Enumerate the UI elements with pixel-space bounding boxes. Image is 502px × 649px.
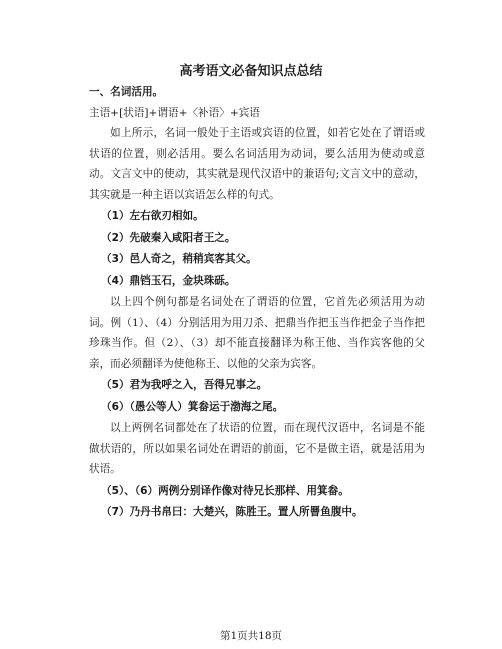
page-number: 第1页共18页 bbox=[219, 630, 283, 642]
example-6: （6）（愚公等人）箕畚运于渤海之尾。 bbox=[101, 400, 284, 413]
example-7: （7）乃丹书帛曰：大楚兴，陈胜王。置人所罾鱼腹中。 bbox=[101, 506, 363, 518]
paragraph-1: 如上所示，名词一般处于主语或宾语的位置，如若它处在了谓语或状语的位置，则必活用。要么名词活用为动词，要么活用为使动或意动。文言文中的使动，其实就是现代汉语中的兼语句;文言文中的意动，其实就是一种主语以宾语怎么样的句式。 bbox=[89, 127, 425, 201]
paragraph-3: 以上两例名词都处在了状语的位置，而在现代汉语中，名词是不能做状语的，所以如果名词处在谓语的前面，它不是做主语，就是活用为状语。 bbox=[89, 422, 425, 475]
example-2: （2）先破秦入咸阳者王之。 bbox=[101, 231, 236, 244]
example-translation: （5）、（6）两例分别译作像对待兄长那样、用箕畚。 bbox=[101, 484, 349, 497]
example-5: （5）君为我呼之入，吾得兄事之。 bbox=[101, 379, 268, 391]
example-4: （4）鼎铛玉石，金块珠砾。 bbox=[101, 274, 236, 287]
example-3: （3）邑人奇之，稍稍宾客其父。 bbox=[101, 253, 257, 265]
section-heading: 一、名词活用。 bbox=[89, 86, 164, 98]
paragraph-2: 以上四个例句都是名词处在了谓语的位置，它首先必须活用为动词。例（1）、（4）分别活用为用刀杀、把鼎当作把玉当作把金子当作把珍珠当作。但（2）、（3）却不能直接翻译为称王他、当作宾客他的父亲，而必须翻译为使他称王、以他的父亲为宾客。 bbox=[89, 296, 425, 370]
document-title: 高考语文必备知识点总结 bbox=[179, 64, 323, 79]
document-body bbox=[89, 80, 425, 524]
sentence-formula: 主语+[状语]+谓语+〈补语〉+宾语 bbox=[89, 106, 260, 119]
example-1: （1）左右欲刃相如。 bbox=[101, 210, 204, 222]
